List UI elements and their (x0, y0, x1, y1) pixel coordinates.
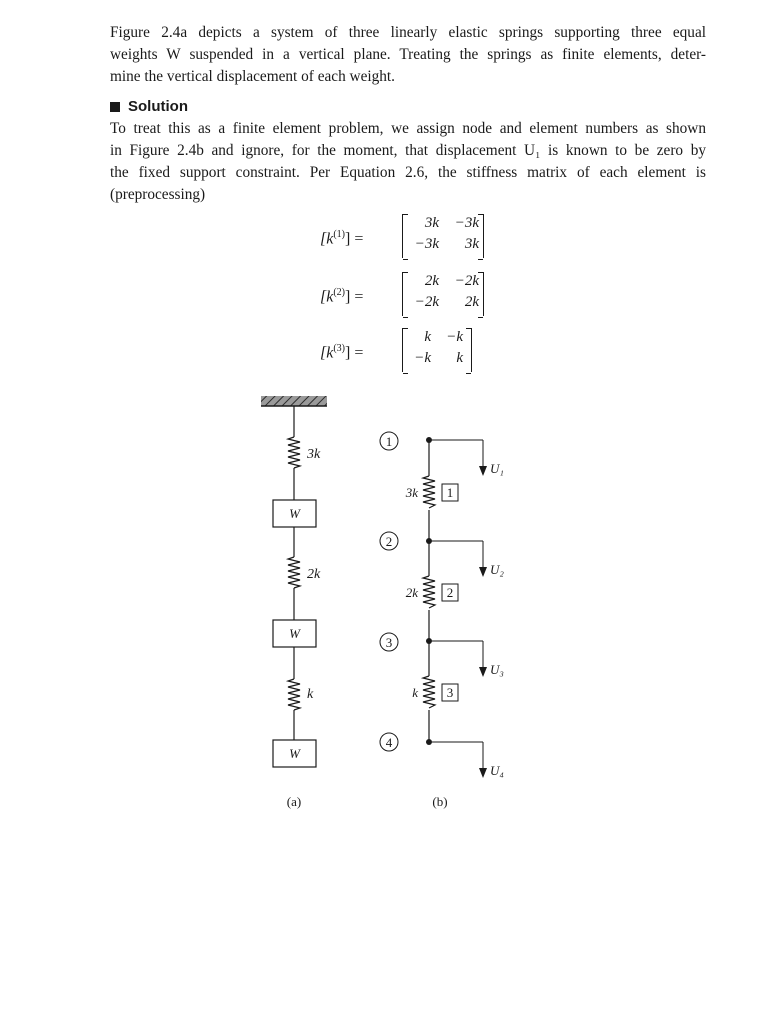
displacement-label: U₃ (490, 662, 504, 677)
lhs-superscript: (1) (333, 229, 345, 240)
lhs-end: ] = (345, 344, 364, 362)
spring-label: k (307, 687, 314, 702)
matrix-cell: 2k (464, 294, 479, 310)
displacement-arrow-1 (432, 440, 487, 476)
figure-b (380, 432, 504, 809)
figure-a-caption: (a) (286, 794, 302, 809)
arrow-down-icon (479, 667, 487, 677)
element-number: 1 (446, 485, 454, 500)
displacement-arrow-4 (432, 742, 487, 778)
arrow-down-icon (479, 466, 487, 476)
figure-a (261, 396, 327, 809)
displacement-label: U₂ (490, 562, 504, 577)
spring-label: 2k (307, 567, 321, 582)
spring-icon (288, 437, 300, 468)
spring-label: 3k (405, 485, 418, 500)
lhs-base: [k (320, 344, 334, 362)
node-number: 4 (385, 735, 393, 750)
matrix-cell: −3k (454, 215, 479, 231)
solution-heading-label: Solution (128, 98, 188, 115)
matrix-cell: 3k (424, 215, 439, 231)
arrow-down-icon (479, 768, 487, 778)
spring-label: 3k (307, 447, 321, 462)
arrow-down-icon (479, 567, 487, 577)
text-line: in Figure 2.4b and ignore, for the moment, that displacement U₁ is known to be zero by (110, 142, 706, 159)
matrix-cell: −2k (414, 294, 439, 310)
lhs-base: [k (320, 288, 334, 306)
matrix-cell: 3k (464, 236, 479, 252)
node-dot (426, 739, 432, 745)
spring-icon (288, 557, 300, 588)
lhs-superscript: (2) (333, 287, 345, 298)
node-number: 1 (385, 434, 393, 449)
text-line: Figure 2.4a depicts a system of three linearly elastic springs supporting three equal (110, 24, 706, 41)
lhs-end: ] = (345, 230, 364, 248)
matrix-cell: 2k (424, 273, 439, 289)
weight-label: W (289, 626, 300, 641)
displacement-label: U₁ (490, 461, 504, 476)
displacement-arrow-3 (432, 641, 487, 677)
node-dot (426, 437, 432, 443)
weight-label: W (289, 506, 300, 521)
text-line: weights W suspended in a vertical plane. Treating the springs as finite elements, deter- (110, 46, 706, 63)
element-number: 2 (446, 585, 454, 600)
matrix-cell: −3k (414, 236, 439, 252)
spring-label: k (412, 685, 418, 700)
lhs-superscript: (3) (333, 343, 345, 354)
displacement-arrow-2 (432, 541, 487, 577)
text-line: mine the vertical displacement of each weight. (110, 68, 396, 85)
figure-b-caption: (b) (432, 794, 448, 809)
element-number: 3 (446, 685, 454, 700)
node-number: 2 (385, 534, 393, 549)
node-dot (426, 538, 432, 544)
spring-label: 2k (405, 585, 418, 600)
matrix-cell: k (424, 329, 431, 345)
lhs-end: ] = (345, 288, 364, 306)
matrix-cell: −2k (454, 273, 479, 289)
spring-icon (288, 679, 300, 710)
weight-label: W (289, 746, 300, 761)
lhs-base: [k (320, 230, 334, 248)
node-dot (426, 638, 432, 644)
text-line: (preprocessing) (110, 186, 206, 203)
matrix-cell: −k (414, 350, 431, 366)
fixed-support (261, 396, 327, 406)
matrix-cell: k (456, 350, 463, 366)
text-line: To treat this as a finite element problem, we assign node and element numbers as shown (110, 120, 706, 137)
text-line: the fixed support constraint. Per Equation 2.6, the stiffness matrix of each element is (110, 164, 706, 181)
node-number: 3 (385, 635, 393, 650)
displacement-label: U₄ (490, 763, 504, 778)
matrix-cell: −k (446, 329, 463, 345)
